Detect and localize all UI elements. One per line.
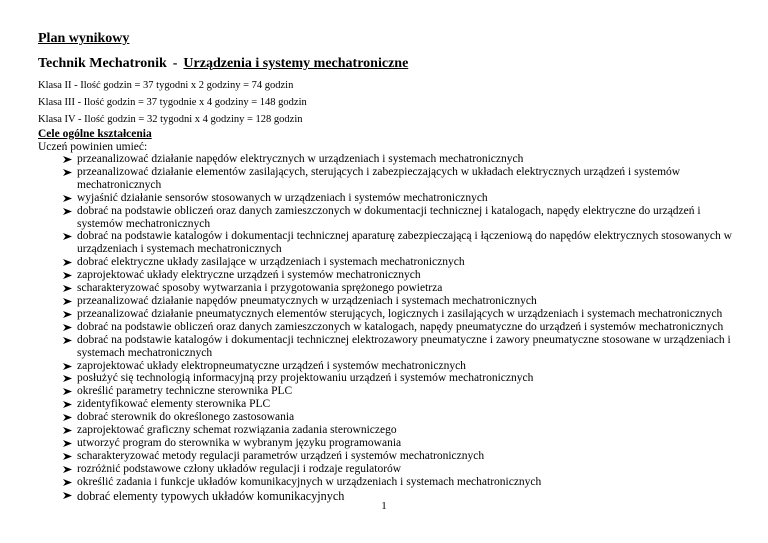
- goal-text: przeanalizować działanie napędów elektrycznych w urządzeniach i systemach mechatronicznych: [77, 153, 524, 165]
- class-hours-line: Klasa III - Ilość godzin = 37 tygodnie x 4 godziny = 148 godzin: [38, 97, 307, 108]
- goal-text: zaprojektować graficzny schemat rozwiązania zadania sterowniczego: [77, 424, 397, 437]
- arrowhead-bullet-icon: [63, 233, 72, 240]
- arrowhead-bullet-icon: [63, 466, 72, 473]
- subject-name: Urządzenia i systemy mechatroniczne: [183, 56, 409, 71]
- arrowhead-bullet-icon: [63, 311, 72, 318]
- arrowhead-bullet-icon: [63, 401, 72, 408]
- goal-text: dobrać elektryczne układy zasilające w urządzeniach i systemach mechatronicznych: [77, 256, 465, 269]
- goal-item: [63, 166, 743, 192]
- goal-item: [63, 450, 743, 463]
- goal-item: [63, 230, 743, 256]
- goal-text: dobrać na podstawie obliczeń oraz danych zamieszczonych w dokumentacji technicznej i katalogach, napędy elektryczne do urządzeń i systemów mechatronicznych: [77, 204, 701, 230]
- goal-item: [63, 360, 743, 373]
- goal-text: zaprojektować układy elektropneumatyczne urządzeń i systemów mechatronicznych: [77, 359, 466, 372]
- goal-text: dobrać na podstawie obliczeń oraz danych zamieszczonych w katalogach, napędy pneumatyczne do urządzeń i systemów mechatronicznych: [77, 320, 724, 333]
- goals-list: [63, 153, 743, 503]
- goal-item: [63, 411, 743, 424]
- goal-text: posłużyć się technologią informacyjną przy projektowaniu urządzeń i systemów mechatronicznych: [77, 372, 534, 385]
- goal-item: [63, 398, 743, 411]
- goal-item: [63, 476, 743, 489]
- goal-text: wyjaśnić działanie sensorów stosowanych w urządzeniach i systemów mechatronicznych: [77, 191, 488, 204]
- arrowhead-bullet-icon: [63, 156, 72, 163]
- arrowhead-bullet-icon: [63, 440, 72, 447]
- arrowhead-bullet-icon: [63, 363, 72, 370]
- goal-text: dobrać elementy typowych układów komunikacyjnych: [77, 488, 345, 503]
- arrowhead-bullet-icon: [63, 337, 72, 344]
- goals-heading: Cele ogólne kształcenia: [38, 128, 152, 140]
- goal-text: dobrać na podstawie katalogów i dokumentacji technicznej aparaturę zabezpieczającą i łączeniową do napędów elektrycznych stosowanych w urządzeniach i systemach mechatronicznych: [77, 230, 732, 256]
- arrowhead-bullet-icon: [63, 324, 72, 331]
- goal-item: [63, 334, 743, 360]
- arrowhead-bullet-icon: [63, 259, 72, 266]
- goal-text: przeanalizować działanie elementów zasilających, sterujących i zabezpieczających w układach elektrycznych urządzeń i systemów mechatronicznych: [77, 165, 681, 191]
- goal-item: [63, 372, 743, 385]
- goal-item: [63, 153, 743, 166]
- class-hours-line: Klasa IV - Ilość godzin = 32 tygodni x 4 godziny = 128 godzin: [38, 114, 303, 125]
- goal-text: scharakteryzować metody regulacji parametrów urządzeń i systemów mechatronicznych: [77, 449, 485, 462]
- arrowhead-bullet-icon: [63, 272, 72, 279]
- goal-text: zaprojektować układy elektryczne urządzeń i systemów mechatronicznych: [77, 269, 421, 282]
- goal-text: przeanalizować działanie pneumatycznych elementów sterujących, logicznych i zasilających w urządzeniach i systemach mechatronicznych: [77, 307, 723, 320]
- goal-item: [63, 385, 743, 398]
- arrowhead-bullet-icon: [63, 427, 72, 434]
- goal-text: zidentyfikować elementy sterownika PLC: [77, 398, 271, 411]
- arrowhead-bullet-icon: [63, 375, 72, 382]
- arrowhead-bullet-icon: [63, 285, 72, 292]
- class-hours-line: Klasa II - Ilość godzin = 37 tygodni x 2 godziny = 74 godzin: [38, 80, 294, 91]
- arrowhead-bullet-icon: [63, 453, 72, 460]
- goal-item: [63, 205, 743, 231]
- goal-text: dobrać sterownik do określonego zastosowania: [77, 411, 295, 424]
- goal-item: [63, 463, 743, 476]
- goal-item: [63, 295, 743, 308]
- goal-item: [63, 282, 743, 295]
- arrowhead-bullet-icon: [63, 169, 72, 176]
- document-title: Plan wynikowy: [38, 31, 130, 46]
- goal-text: określić zadania i funkcje układów komunikacyjnych w urządzeniach i systemach mechatronicznych: [77, 475, 542, 488]
- goal-item: [63, 437, 743, 450]
- goals-intro: Uczeń powinien umieć:: [38, 141, 148, 153]
- page-number: 1: [381, 500, 387, 512]
- goal-item: [63, 269, 743, 282]
- program-name: Technik Mechatronik: [38, 56, 167, 71]
- goal-item: [63, 192, 743, 205]
- goal-item: [63, 256, 743, 269]
- goal-item: [63, 308, 743, 321]
- title-separator: -: [172, 56, 178, 71]
- goal-text: utworzyć program do sterownika w wybranym języku programowania: [77, 436, 402, 449]
- arrowhead-bullet-icon: [63, 414, 72, 421]
- arrowhead-bullet-icon: [63, 492, 72, 499]
- goal-text: rozróżnić podstawowe człony układów regulacji i rodzaje regulatorów: [77, 462, 402, 475]
- goal-text: scharakteryzować sposoby wytwarzania i przygotowania sprężonego powietrza: [77, 282, 443, 295]
- goal-item: [63, 321, 743, 334]
- arrowhead-bullet-icon: [63, 298, 72, 305]
- goal-text: przeanalizować działanie napędów pneumatycznych w urządzeniach i systemach mechatronicznych: [77, 294, 537, 307]
- goal-text: określić parametry techniczne sterownika PLC: [77, 385, 293, 398]
- arrowhead-bullet-icon: [63, 208, 72, 215]
- arrowhead-bullet-icon: [63, 479, 72, 486]
- goal-text: dobrać na podstawie katalogów i dokumentacji technicznej elektrozawory pneumatyczne i zawory pneumatyczne stosowane w urządzeniach i systemach mechatronicznych: [77, 333, 731, 359]
- arrowhead-bullet-icon: [63, 388, 72, 395]
- arrowhead-bullet-icon: [63, 195, 72, 202]
- document-subtitle: [38, 56, 408, 72]
- goal-item: [63, 424, 743, 437]
